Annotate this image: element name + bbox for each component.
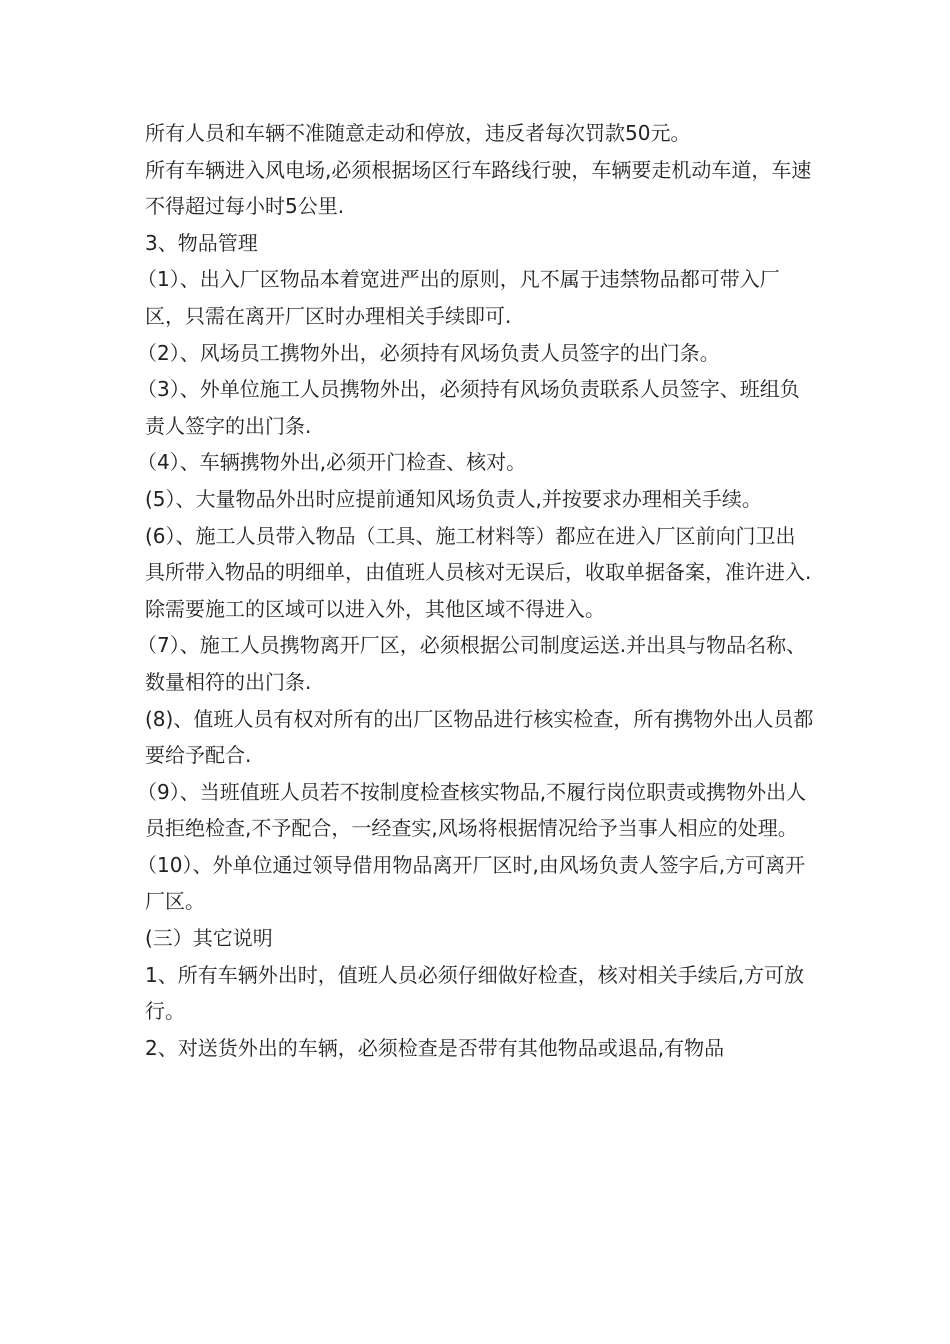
paragraph-item-2: （2）、风场员工携物外出，必须持有风场负责人员签字的出门条。 <box>137 340 720 365</box>
paragraph-item-1: （1）、出入厂区物品本着宽进严出的原则，凡不属于违禁物品都可带入厂区，只需在离开厂区时办理相关手续即可. <box>137 267 780 328</box>
paragraph-note-1: 1、所有车辆外出时，值班人员必须仔细做好检查，核对相关手续后,方可放行。 <box>145 962 805 1024</box>
paragraph-item-10: （10）、外单位通过领导借用物品离开厂区时,由风场负责人签字后,方可离开厂区。 <box>137 852 806 914</box>
paragraph-item-5: (5）、大量物品外出时应提前通知风场负责人,并按要求办理相关手续。 <box>145 486 762 511</box>
document-body <box>137 115 815 1066</box>
paragraph-parking-rule: 所有人员和车辆不准随意走动和停放，违反者每次罚款50元。 <box>145 121 691 145</box>
paragraph-item-3: （3）、外单位施工人员携物外出，必须持有风场负责联系人员签字、班组负责人签字的出门条. <box>137 377 800 438</box>
paragraph-item-4: （4）、车辆携物外出,必须开门检查、核对。 <box>137 450 527 475</box>
paragraph-item-6: (6）、施工人员带入物品（工具、施工材料等）都应在进入厂区前向门卫出具所带入物品的明细单，由值班人员核对无误后，收取单据备案，准许进入.除需要施工的区域可以进入外，其他区域不得进入。 <box>145 523 812 621</box>
paragraph-vehicle-route: 所有车辆进入风电场,必须根据场区行车路线行驶，车辆要走机动车道，车速不得超过每小时5公里. <box>145 157 812 219</box>
section-heading-other-notes: (三）其它说明 <box>145 926 273 951</box>
paragraph-note-2: 2、对送货外出的车辆，必须检查是否带有其他物品或退品,有物品 <box>145 1035 725 1060</box>
section-heading-goods-management: 3、物品管理 <box>145 230 258 255</box>
paragraph-item-9: （9）、当班值班人员若不按制度检查核实物品,不履行岗位职责或携物外出人员拒绝检查,不予配合，一经查实,风场将根据情况给予当事人相应的处理。 <box>137 779 807 841</box>
paragraph-item-7: （7）、施工人员携物离开厂区，必须根据公司制度运送.并出具与物品名称、数量相符的出门条. <box>137 633 807 694</box>
paragraph-item-8: (8)、值班人员有权对所有的出厂区物品进行核实检查，所有携物外出人员都要给予配合. <box>145 706 814 768</box>
